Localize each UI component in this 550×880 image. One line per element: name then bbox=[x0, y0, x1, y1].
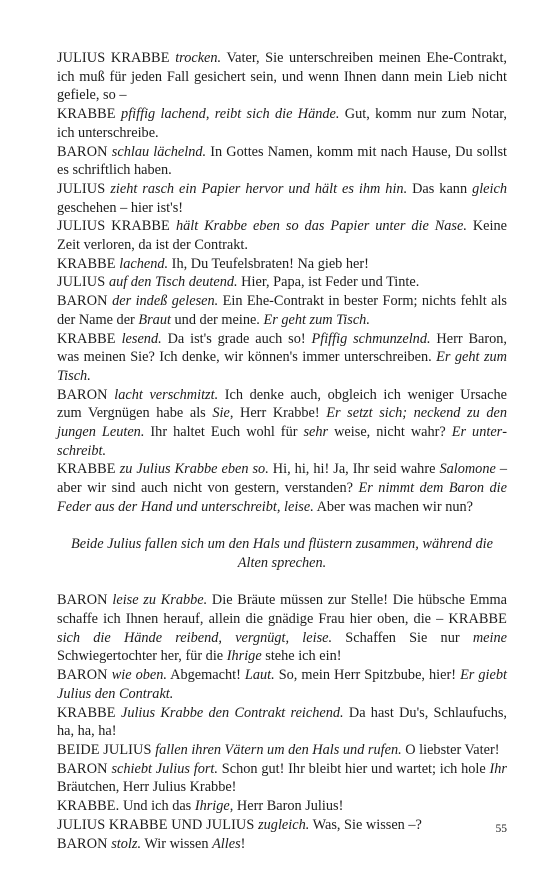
dialogue-text: O liebster Vater! bbox=[401, 741, 500, 758]
dialogue-text: Wir wissen bbox=[141, 835, 213, 852]
stage-direction-inline: wie oben. bbox=[111, 667, 167, 684]
speaker-name: JULIUS bbox=[57, 180, 111, 197]
speech-paragraph bbox=[57, 797, 507, 816]
speech-paragraph bbox=[57, 143, 507, 180]
speaker-name: KRABBE bbox=[57, 461, 120, 478]
stage-direction-inline: Sie bbox=[212, 405, 230, 422]
dialogue-text: ! bbox=[240, 835, 246, 852]
stage-direction-inline: Salomone bbox=[439, 461, 496, 478]
speech-paragraph bbox=[57, 704, 507, 741]
dialogue-text: Herr Baron, was meinen Sie? Ich denke, wir können's immer unterschreiben. bbox=[57, 330, 508, 366]
dialogue-text: Da hast Du's, Schlaufuchs, ha, ha, ha! bbox=[57, 704, 508, 740]
dialogue-text: Schwiegertochter her, für die bbox=[57, 648, 227, 665]
stage-direction-inline: lesend. bbox=[121, 330, 162, 347]
stage-direction-inline: trocken. bbox=[175, 50, 222, 66]
speaker-name: JULIUS KRABBE UND JULIUS bbox=[57, 816, 259, 833]
stage-direction-inline: schlau lächelnd. bbox=[111, 143, 207, 160]
speaker-name: BARON bbox=[57, 143, 112, 160]
speaker-name: JULIUS bbox=[57, 274, 109, 291]
dialogue-text: weise, nicht wahr? bbox=[328, 424, 452, 441]
dialogue-text: , Herr Krabbe! bbox=[229, 405, 327, 422]
stage-direction-inline: meine bbox=[472, 629, 507, 646]
stage-direction-inline: auf den Tisch deutend. bbox=[108, 274, 238, 291]
stage-direction-inline: sehr bbox=[303, 424, 329, 441]
dialogue-text: Gut, komm nur zum Notar, ich unterschreibe. bbox=[57, 106, 507, 141]
speech-paragraph bbox=[57, 180, 507, 217]
speaker-name: KRABBE bbox=[57, 255, 120, 272]
stage-direction-inline: Ihrige bbox=[194, 798, 230, 815]
stage-direction-inline: Pfiffig schmunzelnd. bbox=[311, 330, 431, 347]
dialogue-text: Keine Zeit verloren, da ist der Contrakt. bbox=[57, 218, 507, 254]
speech-paragraph bbox=[57, 255, 507, 274]
stage-direction-inline: Braut bbox=[138, 311, 171, 328]
dialogue-text: Ihr haltet Euch wohl für bbox=[144, 424, 304, 441]
speaker-name: BARON bbox=[57, 667, 112, 684]
speech-paragraph bbox=[57, 273, 507, 292]
stage-direction-inline: stolz. bbox=[111, 835, 142, 852]
dialogue-text: und der meine. bbox=[170, 311, 264, 328]
dialogue-text: , Herr Baron Julius! bbox=[229, 798, 344, 815]
stage-direction-inline: Er setzt sich; neckend zu den jungen Leuten. bbox=[57, 405, 508, 441]
stage-direction-inline: Er nimmt dem Baron die Feder aus der Hand und unterschreibt, leise. bbox=[57, 480, 507, 515]
dialogue-text: stehe ich ein! bbox=[261, 648, 342, 665]
stage-direction-inline: Ihr bbox=[489, 760, 507, 777]
page-number: 55 bbox=[495, 823, 507, 835]
stage-direction-inline: Laut. bbox=[244, 667, 275, 684]
stage-direction-inline: Er geht zum Tisch. bbox=[57, 349, 507, 384]
speech-paragraph bbox=[57, 49, 507, 105]
dialogue-text: Da ist's grade auch so! bbox=[161, 330, 312, 347]
speaker-name: BARON bbox=[57, 293, 113, 310]
stage-direction-inline: zu Julius Krabbe eben so. bbox=[119, 461, 269, 478]
dialogue-text: Hier, Papa, ist Feder und Tinte. bbox=[237, 274, 420, 291]
dialogue-text: Schaffen Sie nur bbox=[332, 629, 473, 646]
paragraph-spacer bbox=[57, 517, 507, 536]
paragraph-spacer bbox=[57, 573, 507, 592]
dialogue-text: Was, Sie wissen –? bbox=[309, 816, 422, 833]
dialogue-text: Das kann bbox=[407, 180, 473, 197]
stage-direction-inline: zugleich. bbox=[258, 816, 310, 833]
dialogue-text: Vater, Sie unterschreiben meinen Ehe-Contrakt, ich muß für jeden Fall gesichert sein, und wenn Ihnen dann mein Lieb nicht gefiele, so – bbox=[57, 50, 507, 104]
speaker-name: BARON bbox=[57, 386, 115, 403]
speech-paragraph bbox=[57, 386, 507, 461]
speaker-name: KRABBE. bbox=[57, 798, 123, 815]
stage-direction-inline: leise zu Krabbe. bbox=[112, 592, 208, 609]
stage-direction-inline: schiebt Julius fort. bbox=[111, 760, 218, 777]
stage-direction-inline: der indeß gelesen. bbox=[112, 293, 219, 310]
speaker-name: KRABBE bbox=[57, 704, 121, 721]
stage-direction-inline: sich die Hände reibend, vergnügt, leise. bbox=[57, 629, 333, 646]
stage-direction-inline: hält Krabbe eben so das Papier unter die Nase. bbox=[175, 218, 467, 235]
speaker-name: BARON bbox=[57, 835, 112, 852]
dialogue-text: In Gottes Namen, komm mit nach Hause, Du sollst es schriftlich haben. bbox=[57, 143, 507, 179]
stage-direction-inline: Alles bbox=[212, 835, 241, 852]
speech-paragraph bbox=[57, 217, 507, 254]
stage-direction-inline: gleich bbox=[472, 180, 507, 197]
dialogue-text: Abgemacht! bbox=[166, 667, 245, 684]
speech-paragraph bbox=[57, 591, 507, 666]
dialogue-text: Ih, Du Teufelsbraten! Na gieb her! bbox=[168, 255, 369, 272]
speaker-name: KRABBE bbox=[57, 330, 122, 347]
speech-paragraph bbox=[57, 666, 507, 703]
speech-paragraph bbox=[57, 330, 507, 386]
dialogue-text: Und ich das bbox=[122, 798, 195, 815]
stage-direction-inline: Er geht zum Tisch. bbox=[263, 311, 370, 328]
stage-direction-inline: Er giebt Julius den Contrakt. bbox=[57, 667, 507, 702]
dialogue-text: Ich denke auch, obgleich ich weniger Ursache zum Vergnügen habe als bbox=[57, 386, 507, 422]
speaker-name: KRABBE bbox=[57, 106, 122, 123]
speech-paragraph bbox=[57, 741, 507, 760]
play-text bbox=[57, 49, 507, 853]
dialogue-text: Ein Ehe-Contrakt in bester Form; nichts fehlt als der Name der bbox=[57, 293, 507, 328]
speaker-name: JULIUS KRABBE bbox=[57, 218, 176, 235]
dialogue-text: Bräutchen, Herr Julius Krabbe! bbox=[57, 779, 237, 796]
speech-paragraph bbox=[57, 760, 507, 797]
stage-direction-inline: zieht rasch ein Papier hervor und hält es ihm hin. bbox=[110, 180, 408, 197]
stage-direction-inline: lacht verschmitzt. bbox=[114, 386, 219, 403]
stage-direction: Beide Julius fallen sich um den Hals und flüstern zusammen, während die Alten sprechen. bbox=[71, 536, 493, 571]
dialogue-text: geschehen – hier ist's! bbox=[57, 199, 184, 216]
speaker-name: BEIDE JULIUS bbox=[57, 741, 156, 758]
speaker-name: JULIUS KRABBE bbox=[57, 50, 176, 66]
dialogue-text: Schon gut! Ihr bleibt hier und wartet; ich hole bbox=[217, 760, 490, 777]
speech-paragraph bbox=[57, 292, 507, 329]
speech-paragraph bbox=[57, 460, 507, 516]
stage-direction-inline: Ihrige bbox=[226, 648, 262, 665]
stage-direction-inline: Er unterschreibt. bbox=[57, 424, 507, 459]
dialogue-text: Hi, hi, hi! Ja, Ihr seid wahre bbox=[268, 461, 440, 478]
stage-direction-inline: pfiffig lachend, reibt sich die Hände. bbox=[121, 106, 340, 123]
speech-paragraph bbox=[57, 816, 507, 835]
speaker-name: BARON bbox=[57, 760, 112, 777]
speech-paragraph bbox=[57, 105, 507, 142]
stage-direction-inline: Julius Krabbe den Contrakt reichend. bbox=[120, 704, 344, 721]
dialogue-text: – aber wir sind auch nicht von gestern, verstanden? bbox=[57, 461, 507, 497]
dialogue-text: So, mein Herr Spitzbube, hier! bbox=[274, 667, 461, 684]
speech-paragraph bbox=[57, 835, 507, 854]
stage-direction-inline: lachend. bbox=[119, 255, 169, 272]
speaker-name: KRABBE bbox=[448, 611, 507, 628]
dialogue-text: Die Bräute müssen zur Stelle! Die hübsche Emma schaffe ich Ihnen herauf, allein die gnädige Frau hier oben, die – bbox=[57, 592, 507, 628]
speaker-name: BARON bbox=[57, 592, 113, 609]
stage-direction-inline: fallen ihren Vätern um den Hals und rufen. bbox=[155, 741, 402, 758]
dialogue-text: Aber was machen wir nun? bbox=[313, 498, 473, 515]
